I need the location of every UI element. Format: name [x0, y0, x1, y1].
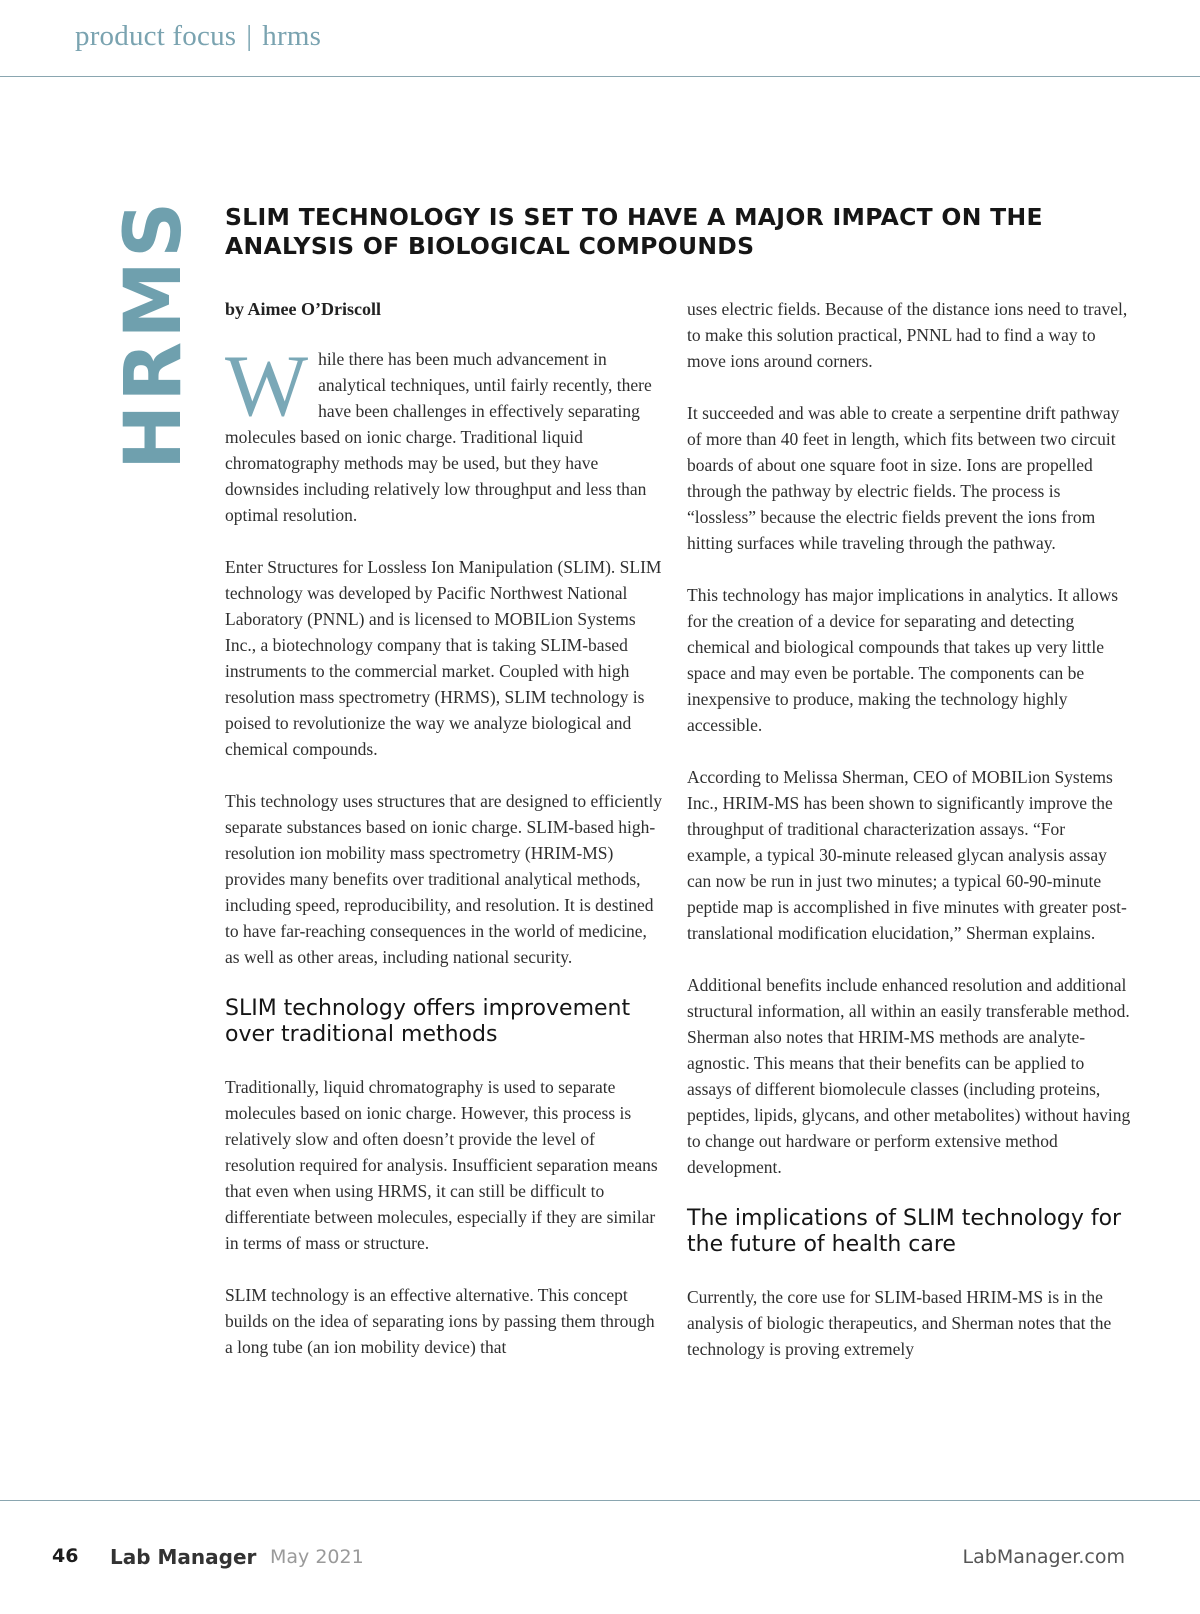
- paragraph: This technology has major implications in analytics. It allows for the creation of a device for separating and detecting chemical and biological compounds that takes up very little space and may even be portable. The components can be inexpensive to produce, making the technology highly accessible.: [687, 585, 1119, 735]
- byline: by Aimee O’Driscoll: [225, 299, 381, 319]
- subheading: SLIM technology offers improvement over traditional methods: [225, 996, 631, 1047]
- paragraph: Additional benefits include enhanced resolution and additional structural information, all within an easily transferable method. Sherman also notes that HRIM-MS methods are analyte-agnostic. This means that their benefits can be applied to assays of different biomolecule classes (including proteins, peptides, lipids, glycans, and other metabolites) without having to change out hardware or perform extensive method development.: [687, 975, 1131, 1177]
- paragraph: uses electric fields. Because of the distance ions need to travel, to make this solution practical, PNNL had to find a way to move ions around corners.: [687, 299, 1128, 371]
- page-number: 46: [52, 1545, 79, 1567]
- website-url: LabManager.com: [962, 1546, 1125, 1568]
- section-label: [75, 20, 321, 53]
- page-header: [0, 0, 1200, 77]
- side-topic-label: HRMS: [109, 198, 199, 470]
- paragraph: Enter Structures for Lossless Ion Manipulation (SLIM). SLIM technology was developed by Pacific Northwest National Laboratory (PNNL) and is licensed to MOBILion Systems Inc., a biotechnology company that is taking SLIM-based instruments to the commercial market. Coupled with high resolution mass spectrometry (HRMS), SLIM technology is poised to revolutionize the way we analyze biological and chemical compounds.: [225, 557, 662, 759]
- intro-text: hile there has been much advancement in analytical techniques, until fairly recently, there have been challenges in effectively separating molecules based on ionic charge. Traditional liquid chromatography methods may be used, but they have downsides including relatively low throughput and less than optimal resolution.: [225, 349, 652, 525]
- drop-cap: W: [225, 338, 309, 435]
- subheading: The implications of SLIM technology for the future of health care: [687, 1206, 1122, 1257]
- paragraph: Traditionally, liquid chromatography is used to separate molecules based on ionic charge. However, this process is relatively slow and often doesn’t provide the level of resolution required for analysis. Insufficient separation means that even when using HRMS, it can still be difficult to differentiate between molecules, especially if they are similar in terms of mass or structure.: [225, 1077, 658, 1253]
- issue-date: May 2021: [270, 1546, 364, 1568]
- paragraph: According to Melissa Sherman, CEO of MOBILion Systems Inc., HRIM-MS has been shown to significantly improve the throughput of traditional characterization assays. “For example, a typical 30-minute released glycan analysis assay can now be run in just two minutes; a typical 60-90-minute peptide map is accomplished in five minutes with greater post-translational modification elucidation,” Sherman explains.: [687, 767, 1127, 943]
- paragraph: It succeeded and was able to create a serpentine drift pathway of more than 40 feet in length, which fits between two circuit boards of about one square foot in size. Ions are propelled through the pathway by electric fields. The process is “lossless” because the electric fields prevent the ions from hitting surfaces while traveling through the pathway.: [687, 403, 1120, 553]
- section-name: product focus: [75, 20, 237, 52]
- page-footer: [0, 1500, 1200, 1614]
- article-title: SLIM TECHNOLOGY IS SET TO HAVE A MAJOR IMPACT ON THE ANALYSIS OF BIOLOGICAL COMPOUNDS: [225, 203, 1043, 260]
- paragraph: This technology uses structures that are designed to efficiently separate substances based on ionic charge. SLIM-based high-resolution ion mobility mass spectrometry (HRIM-MS) provides many benefits over traditional analytical methods, including speed, reproducibility, and resolution. It is destined to have far-reaching consequences in the world of medicine, as well as other areas, including national security.: [225, 791, 663, 967]
- paragraph: Currently, the core use for SLIM-based HRIM-MS is in the analysis of biologic therapeutics, and Sherman notes that the technology is proving extremely: [687, 1287, 1112, 1359]
- magazine-name: Lab Manager: [110, 1545, 257, 1569]
- intro-paragraph: [225, 338, 665, 528]
- section-separator: |: [246, 20, 253, 52]
- paragraph: SLIM technology is an effective alternative. This concept builds on the idea of separating ions by passing them through a long tube (an ion mobility device) that: [225, 1285, 655, 1357]
- article-column-left: [225, 296, 665, 1386]
- article-column-right: [687, 296, 1133, 1388]
- section-topic: hrms: [262, 20, 322, 52]
